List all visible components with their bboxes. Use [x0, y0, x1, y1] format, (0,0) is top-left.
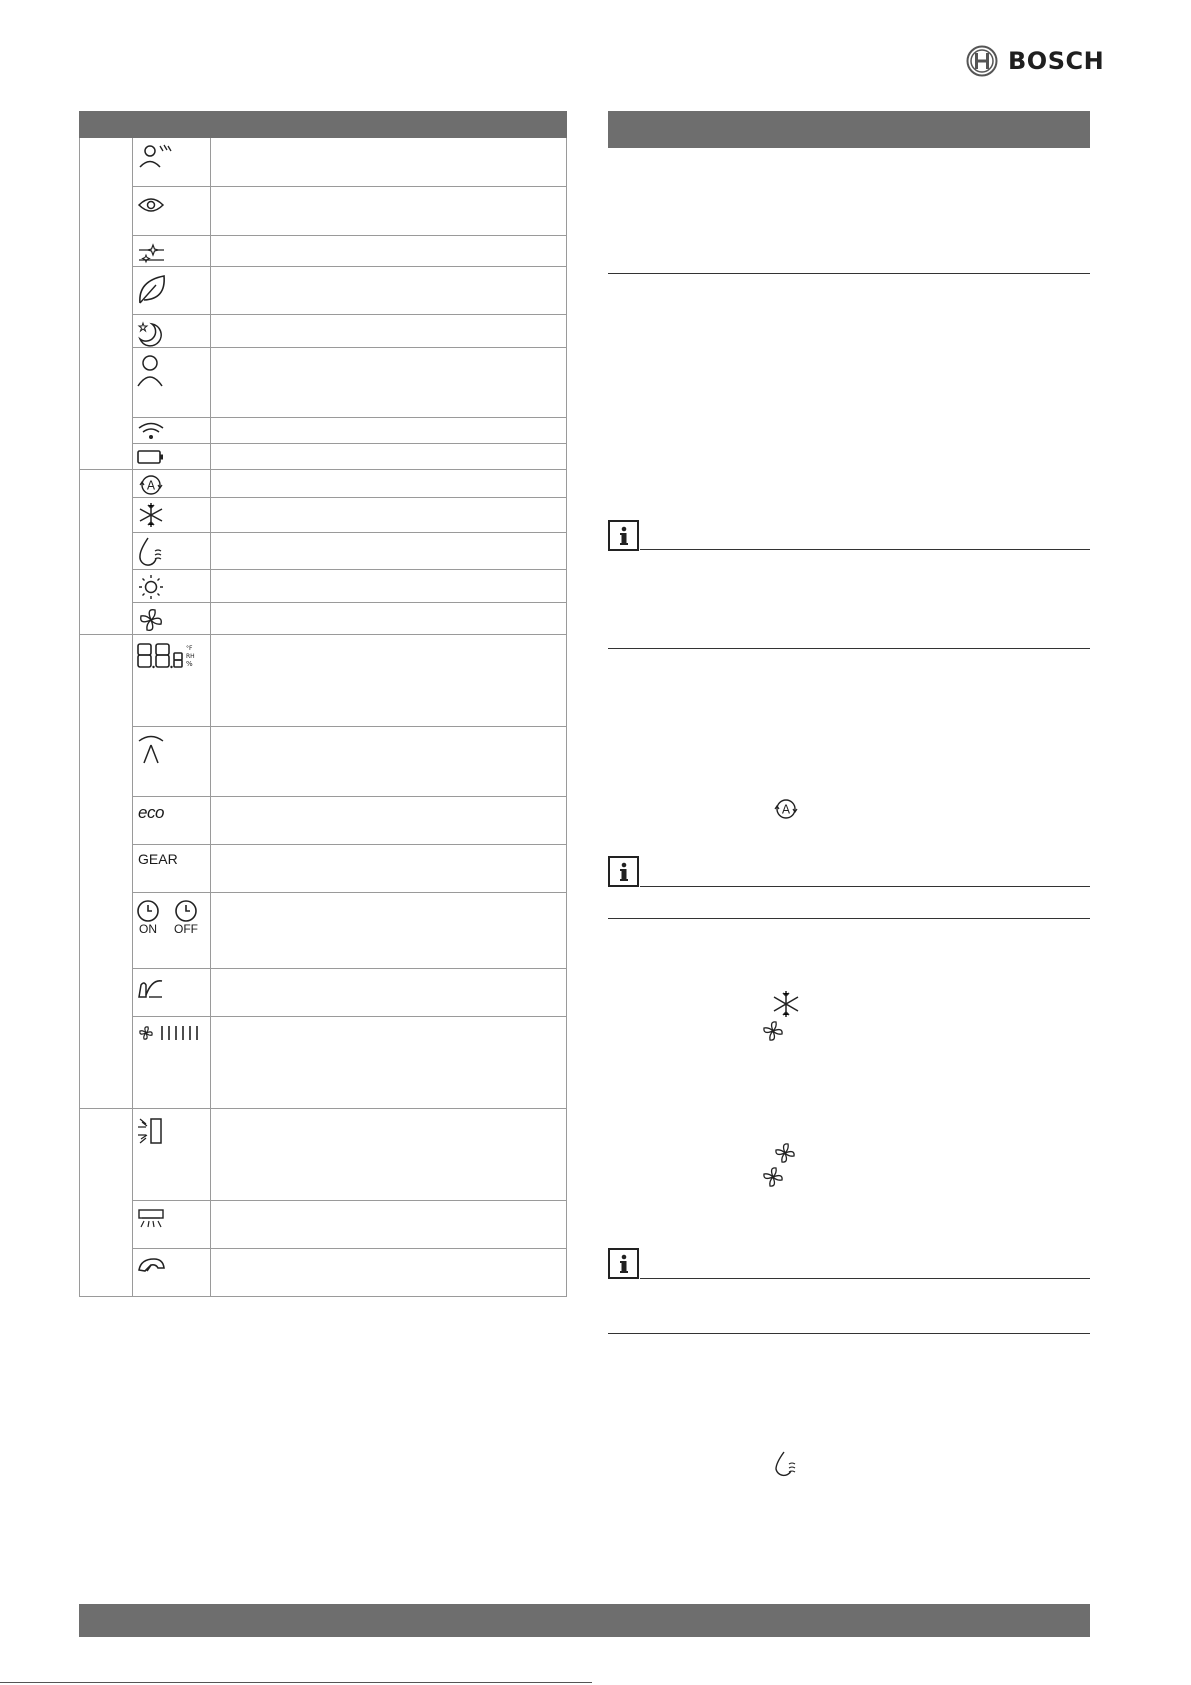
- snowflake-icon: [770, 989, 802, 1019]
- description-cell: [211, 1017, 567, 1109]
- timer-on-label: ON: [139, 922, 157, 936]
- fan-icon: [771, 1140, 799, 1166]
- group-cell: [80, 635, 133, 1109]
- table-row: [80, 969, 567, 1017]
- icon-cell: [133, 470, 211, 498]
- person-icon: [136, 354, 176, 388]
- timer-on-off-icon: [136, 899, 210, 936]
- table-row: [80, 1017, 567, 1109]
- auto-mode-icon: [136, 473, 176, 497]
- timer-on: [136, 899, 160, 936]
- icon-cell: [133, 845, 211, 893]
- icon-cell: [133, 315, 211, 348]
- section-rule: [608, 648, 1090, 649]
- icon-cell: [133, 138, 211, 187]
- description-cell: [211, 969, 567, 1017]
- table-row: [80, 187, 567, 236]
- eco-icon: eco: [138, 803, 164, 822]
- info-icon: [608, 856, 639, 887]
- table-row: [80, 138, 567, 187]
- info-rule: [640, 886, 1090, 887]
- table-row: [80, 418, 567, 444]
- dry-drop-icon: [773, 1450, 799, 1478]
- icon-cell: [133, 498, 211, 533]
- leaf-icon: [136, 273, 176, 305]
- dry-drop-icon: [136, 536, 176, 566]
- table-row: [80, 893, 567, 969]
- icon-table: [79, 111, 567, 1297]
- info-glyph: [618, 526, 630, 546]
- table-row: [80, 348, 567, 418]
- svg-text:A: A: [146, 478, 156, 493]
- sleep-moon-star-icon: [136, 321, 176, 347]
- sparkle-clean-icon: [136, 242, 176, 264]
- icon-cell: [133, 727, 211, 797]
- group-cell: [80, 470, 133, 635]
- icon-cell: [133, 1109, 211, 1201]
- swing-arc-icon: [136, 733, 176, 767]
- table-row: [80, 236, 567, 267]
- snowflake-icon: [136, 501, 176, 529]
- description-cell: [211, 498, 567, 533]
- fan-icon: [136, 606, 176, 634]
- icon-cell: [133, 418, 211, 444]
- table-header-cell: [133, 112, 211, 138]
- table-header-cell: [80, 112, 133, 138]
- info-glyph: [618, 862, 630, 882]
- battery-icon: [136, 448, 176, 466]
- icon-cell: [133, 533, 211, 570]
- bosch-armature-icon: [966, 45, 998, 77]
- description-cell: [211, 533, 567, 570]
- description-cell: [211, 348, 567, 418]
- description-cell: [211, 635, 567, 727]
- info-rule: [640, 1278, 1090, 1279]
- description-cell: [211, 845, 567, 893]
- svg-text:°F: °F: [186, 645, 193, 652]
- description-cell: [211, 1249, 567, 1297]
- description-cell: [211, 1201, 567, 1249]
- fan-speed-bars-icon: [136, 1023, 208, 1043]
- timer-off-label: OFF: [174, 922, 198, 936]
- person-airflow-icon: [136, 144, 176, 170]
- gear-text-icon: GEAR: [138, 851, 178, 867]
- table-row: [80, 315, 567, 348]
- info-rule: [640, 549, 1090, 550]
- description-cell: [211, 470, 567, 498]
- description-cell: [211, 267, 567, 315]
- table-row: [80, 1201, 567, 1249]
- icon-cell: [133, 348, 211, 418]
- table-header: [80, 112, 567, 138]
- wifi-icon: [136, 421, 176, 441]
- icon-cell: [133, 267, 211, 315]
- segment-display-icon: [136, 641, 208, 673]
- description-cell: [211, 797, 567, 845]
- table-row: [80, 444, 567, 470]
- table-row: [80, 1109, 567, 1201]
- info-glyph: [618, 1254, 630, 1274]
- section-rule: [608, 273, 1090, 274]
- icon-cell: [133, 603, 211, 635]
- section-header-bar: [608, 111, 1090, 148]
- icon-cell: [133, 797, 211, 845]
- display-light-icon: [136, 1115, 176, 1147]
- timer-off: [174, 899, 198, 936]
- description-cell: [211, 570, 567, 603]
- self-clean-icon: [136, 975, 176, 1001]
- icon-cell: [133, 893, 211, 969]
- fan-icon: [759, 1018, 787, 1044]
- group-cell: [80, 1109, 133, 1297]
- svg-text:RH: RH: [186, 653, 195, 660]
- table-header-cell: [211, 112, 567, 138]
- description-cell: [211, 236, 567, 267]
- icon-cell: [133, 1017, 211, 1109]
- description-cell: [211, 444, 567, 470]
- description-cell: [211, 727, 567, 797]
- table-row: [80, 533, 567, 570]
- clock-icon: [174, 899, 198, 923]
- icon-cell: [133, 635, 211, 727]
- indoor-unit-icon: [136, 1207, 176, 1231]
- fan-icon: [759, 1164, 787, 1190]
- info-icon: [608, 520, 639, 551]
- turbo-gauge-icon: [136, 1255, 176, 1275]
- description-cell: [211, 603, 567, 635]
- icon-cell: [133, 1249, 211, 1297]
- info-icon: [608, 1248, 639, 1279]
- brand-name: BOSCH: [1008, 47, 1105, 75]
- icon-cell: [133, 444, 211, 470]
- icon-cell: [133, 236, 211, 267]
- table-row: [80, 603, 567, 635]
- icon-cell: [133, 1201, 211, 1249]
- bottom-rule: [0, 1682, 592, 1683]
- table-row: [80, 267, 567, 315]
- sun-icon: [136, 573, 176, 601]
- eye-icon: [136, 193, 176, 217]
- icon-cell: [133, 187, 211, 236]
- table-row: [80, 727, 567, 797]
- clock-icon: [136, 899, 160, 923]
- icon-cell: [133, 969, 211, 1017]
- footer-bar: [79, 1604, 1090, 1637]
- description-cell: [211, 138, 567, 187]
- svg-text:A: A: [781, 802, 791, 817]
- section-rule: [608, 918, 1090, 919]
- table-row: [80, 797, 567, 845]
- table-row: [80, 845, 567, 893]
- table-row: [80, 1249, 567, 1297]
- bosch-logo: [966, 42, 1106, 80]
- svg-text:%: %: [186, 660, 193, 668]
- icon-cell: [133, 570, 211, 603]
- group-cell: [80, 138, 133, 470]
- table-row: [80, 470, 567, 498]
- description-cell: [211, 893, 567, 969]
- description-cell: [211, 1109, 567, 1201]
- section-rule: [608, 1333, 1090, 1334]
- table-row: [80, 635, 567, 727]
- description-cell: [211, 315, 567, 348]
- auto-mode-icon: [771, 796, 801, 822]
- description-cell: [211, 187, 567, 236]
- table-row: [80, 498, 567, 533]
- description-cell: [211, 418, 567, 444]
- table-row: [80, 570, 567, 603]
